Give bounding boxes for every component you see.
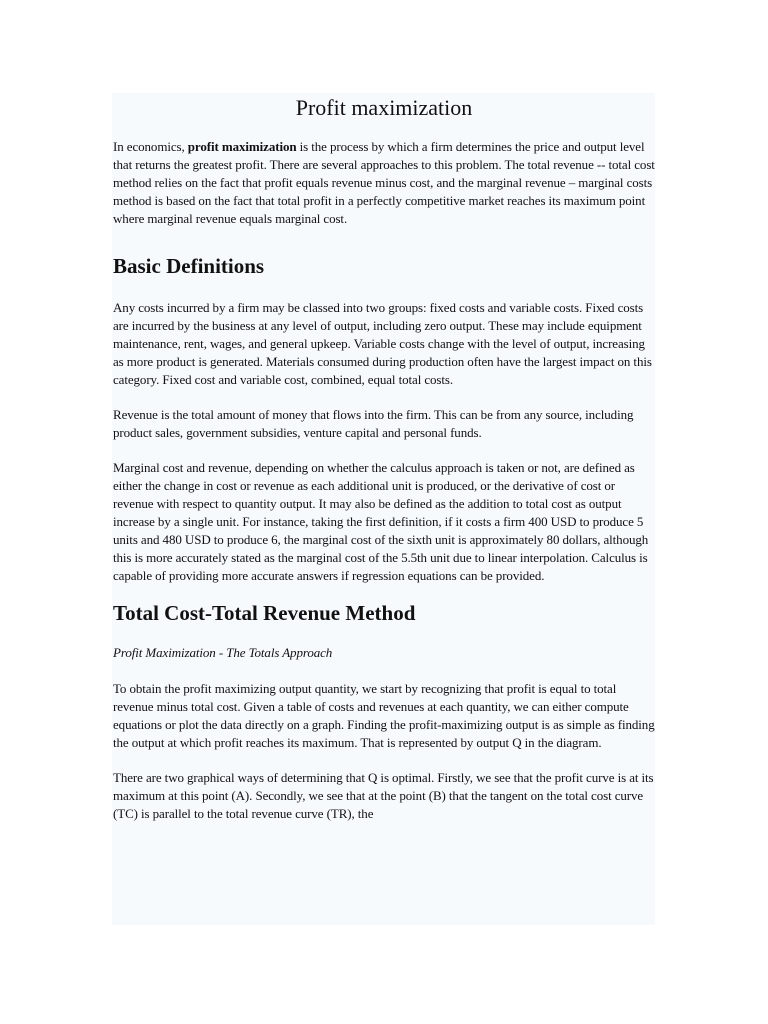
graphical-ways-paragraph: There are two graphical ways of determining that Q is optimal. Firstly, we see that the profit curve is at its maximum at this point (A). Secondly, we see that at the point (B) that the tangent on the total cost curve (TC) is parallel to the total revenue curve (TR), the bbox=[113, 770, 654, 821]
intro-bold-term: profit maximization bbox=[187, 139, 297, 154]
total-cost-revenue-heading: Total Cost-Total Revenue Method bbox=[113, 601, 416, 625]
intro-rest: is the process by which a firm determines the price and output level that returns the greatest profit. There are several approaches to this problem. The total revenue -- total cost method relies on the fact that profit equals revenue minus cost, and the marginal revenue – marginal costs method is based on the fact that total profit in a perfectly competitive market reaches its maximum point where marginal revenue equals marginal cost. bbox=[113, 139, 655, 226]
intro-prefix: In economics, bbox=[113, 139, 188, 154]
intro-paragraph bbox=[113, 138, 655, 228]
document-page bbox=[112, 93, 655, 925]
obtain-paragraph: To obtain the profit maximizing output quantity, we start by recognizing that profit is equal to total revenue minus total cost. Given a table of costs and revenues at each quantity, we can either compute equations or plot the data directly on a graph. Finding the profit-maximizing output is as simple as finding the output at which profit reaches its maximum. That is represented by output Q in the diagram. bbox=[113, 681, 655, 750]
document-content bbox=[112, 93, 655, 823]
costs-paragraph: Any costs incurred by a firm may be classed into two groups: fixed costs and variable costs. Fixed costs are incurred by the business at any level of output, including zero output. These may include equipment maintenance, rent, wages, and general upkeep. Variable costs change with the level of output, increasing as more product is generated. Materials consumed during production often have the largest impact on this category. Fixed cost and variable cost, combined, equal total costs. bbox=[113, 300, 652, 387]
revenue-paragraph: Revenue is the total amount of money that flows into the firm. This can be from any source, including product sales, government subsidies, venture capital and personal funds. bbox=[113, 407, 634, 440]
page-title: Profit maximization bbox=[295, 95, 473, 120]
marginal-paragraph: Marginal cost and revenue, depending on whether the calculus approach is taken or not, are defined as either the change in cost or revenue as each additional unit is produced, or the derivative of cost or revenue with respect to quantity output. It may also be defined as the addition to total cost as output increase by a single unit. For instance, taking the first definition, if it costs a firm 400 USD to produce 5 units and 480 USD to produce 6, the marginal cost of the sixth unit is approximately 80 dollars, although this is more accurately stated as the marginal cost of the 5.5th unit due to linear interpolation. Calculus is capable of providing more accurate answers if regression equations can be provided. bbox=[113, 460, 649, 583]
totals-approach-subtitle: Profit Maximization - The Totals Approach bbox=[113, 645, 333, 660]
basic-definitions-heading: Basic Definitions bbox=[113, 254, 265, 278]
